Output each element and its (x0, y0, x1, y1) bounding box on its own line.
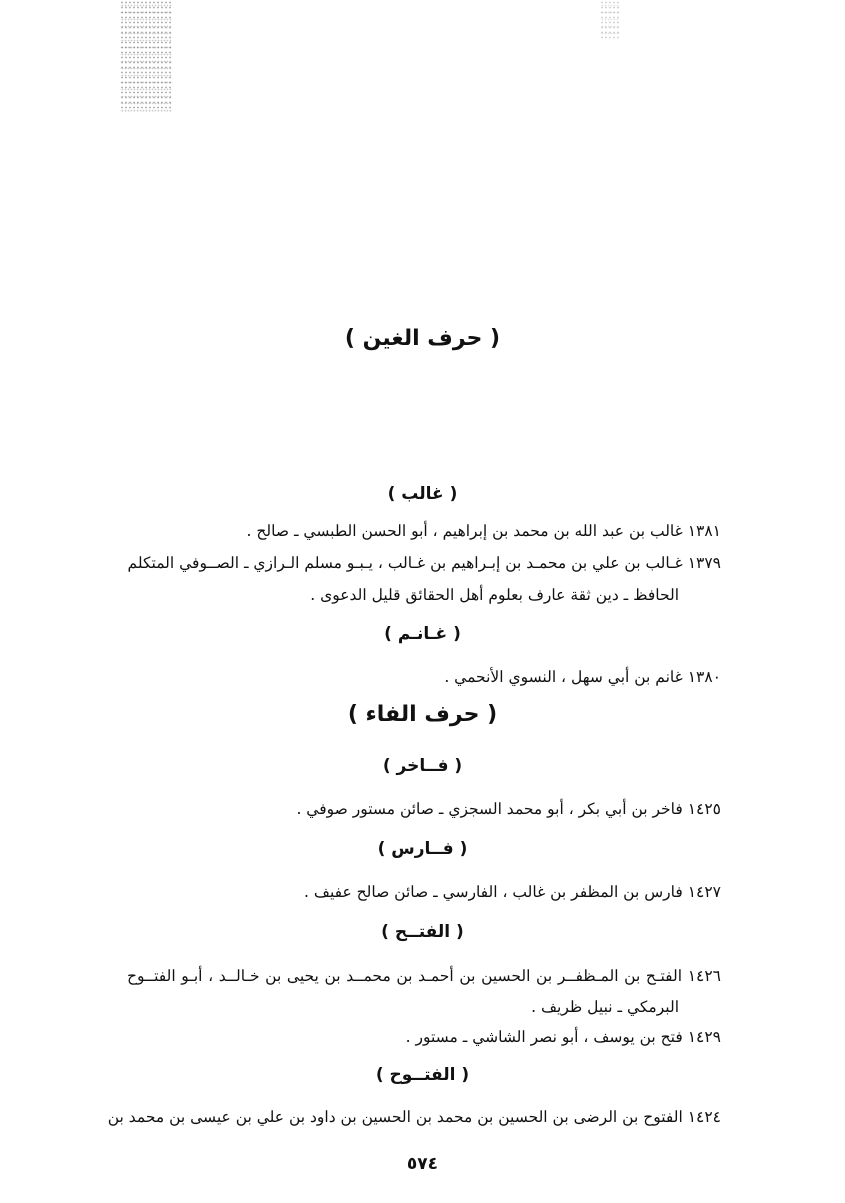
entry-line: ١٣٨٠ غانم بن أبي سهل ، النسوي الأنحمي . (444, 668, 721, 686)
entry-line-continuation: الحافظ ـ دين ثقة عارف بعلوم أهل الحقائق قليل الدعوى . (310, 586, 679, 604)
subheading-ghalib: ( غالب ) (387, 484, 458, 504)
subheading-alfath: ( الفتــح ) (381, 922, 464, 942)
entry-line: ١٣٨١ غالب بن عبد الله بن محمد بن إبراهيم ، أبو الحسن الطبسي ـ صالح . (246, 522, 721, 540)
entry-line: ١٤٢٥ فاخر بن أبي بكر ، أبو محمد السجزي ـ صائن مستور صوفي . (296, 800, 721, 818)
subheading-alfutuh: ( الفتــوح ) (375, 1065, 470, 1085)
entry-line: ١٤٢٧ فارس بن المظفر بن غالب ، الفارسي ـ صائن صالح عفيف . (304, 883, 721, 901)
entry-line: ١٣٧٩ غـالب بن علي بن محمـد بن إبـراهيم بن غـالب ، يـبـو مسلم الـرازي ـ الصــوفي المتكلم (127, 554, 721, 572)
subheading-ghanim: ( غـانـم ) (384, 624, 461, 644)
entry-line-continuation: البرمكي ـ نبيل ظريف . (531, 998, 679, 1016)
entry-line: ١٤٢٦ الفتـح بن المـظفــر بن الحسين بن أحمـد بن محمــد بن يحيى بن خـالــد ، أبـو الفتــوح (127, 967, 721, 985)
section-heading-ghayn: ( حرف الغين ) (344, 326, 501, 351)
entry-line: ١٤٢٤ الفتوح بن الرضى بن الحسين بن محمد بن الحسين بن داود بن علي بن عيسى بن محمد بن (107, 1108, 721, 1126)
section-heading-fa: ( حرف الفاء ) (347, 702, 498, 727)
subheading-fakhir: ( فــاخر ) (382, 756, 463, 776)
subheading-faris: ( فــارس ) (377, 839, 468, 859)
entry-line: ١٤٢٩ فتح بن يوسف ، أبو نصر الشاشي ـ مستور . (405, 1028, 721, 1046)
scan-noise (120, 0, 172, 112)
scan-noise (600, 0, 620, 40)
page-number: ٥٧٤ (406, 1154, 439, 1174)
